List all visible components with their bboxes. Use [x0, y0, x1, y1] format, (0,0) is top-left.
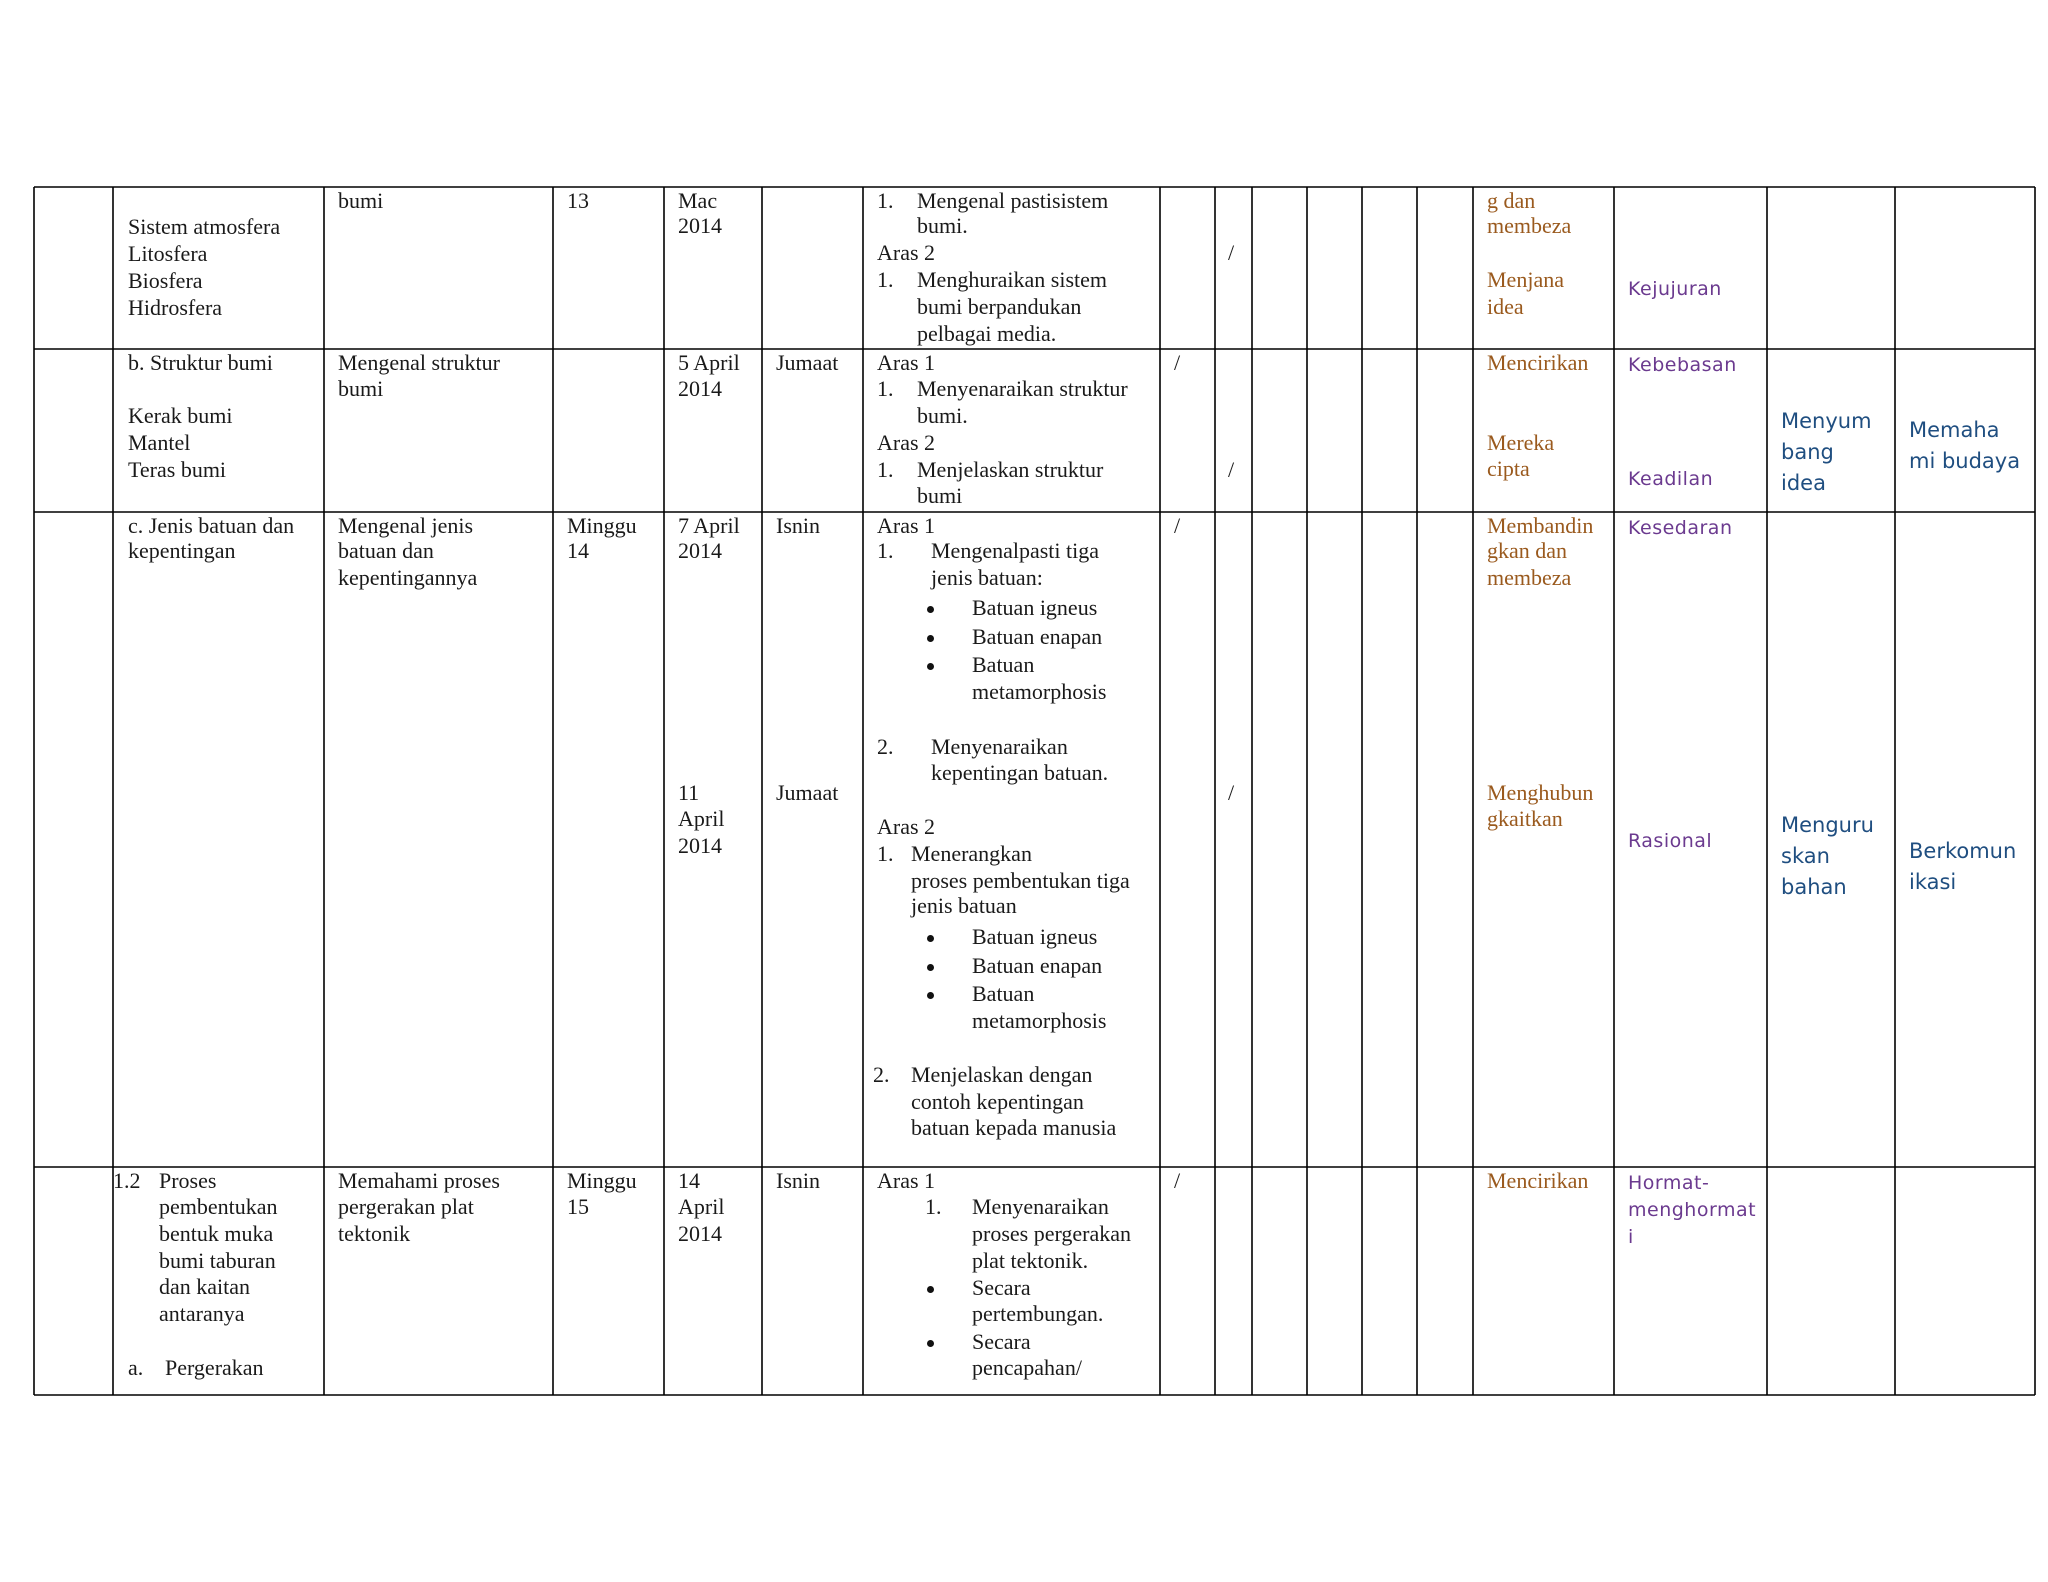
- skill-line: cipta: [1487, 456, 1530, 481]
- topic-sub-number: a.: [128, 1355, 144, 1380]
- check-mark: /: [1174, 350, 1181, 375]
- skill-label: Mencirikan: [1487, 1168, 1589, 1193]
- week-line: Minggu: [567, 1168, 637, 1193]
- bullet-item: metamorphosis: [972, 679, 1107, 704]
- skill-line: membeza: [1487, 565, 1572, 590]
- activity-line: proses pembentukan tiga: [911, 868, 1130, 893]
- skill-line: g dan: [1487, 188, 1536, 213]
- skill-line: idea: [1487, 294, 1524, 319]
- element-line: skan: [1781, 844, 1830, 868]
- check-mark: /: [1228, 240, 1235, 265]
- list-number: 1.: [877, 457, 894, 482]
- element-line: bang: [1781, 440, 1834, 464]
- value-label: Rasional: [1628, 830, 1713, 852]
- bullet-item: pertembungan.: [972, 1301, 1104, 1326]
- element-line: ikasi: [1909, 870, 1957, 894]
- date-line: April: [678, 806, 725, 831]
- value-line: i: [1628, 1226, 1634, 1248]
- date-line: 14: [678, 1168, 700, 1193]
- activity-line: Menjelaskan dengan: [911, 1062, 1093, 1087]
- topic-line: Mantel: [128, 430, 191, 455]
- day-label: Isnin: [776, 1168, 820, 1193]
- activity-line: Menyenaraikan: [931, 734, 1068, 759]
- date-line: 2014: [678, 833, 722, 858]
- list-number: 1.: [877, 188, 894, 213]
- bullet-icon: [927, 635, 934, 642]
- list-number: 1.: [877, 376, 894, 401]
- value-label: Keadilan: [1628, 468, 1714, 490]
- bullet-item: pencapahan/: [972, 1355, 1082, 1380]
- topic-line: b. Struktur bumi: [128, 350, 273, 375]
- week-line: Minggu: [567, 513, 637, 538]
- bullet-item: Batuan igneus: [972, 595, 1098, 620]
- date-line: 2014: [678, 213, 722, 238]
- bullet-item: Secara: [972, 1275, 1031, 1300]
- date-line: Mac: [678, 188, 718, 213]
- objective-line: pergerakan plat: [338, 1194, 474, 1219]
- check-mark: /: [1174, 513, 1181, 538]
- element-line: Memaha: [1909, 418, 2000, 442]
- activity-line: bumi.: [917, 403, 968, 428]
- objective-line: bumi: [338, 188, 384, 213]
- activity-line: jenis batuan: [911, 893, 1017, 918]
- topic-line: Litosfera: [128, 241, 208, 266]
- topic-line: dan kaitan: [159, 1274, 251, 1299]
- value-line: menghormat: [1628, 1199, 1757, 1221]
- objective-line: kepentingannya: [338, 565, 478, 590]
- activity-line: Menerangkan: [911, 841, 1032, 866]
- list-number: 1.: [877, 841, 894, 866]
- activity-line: bumi berpandukan: [917, 294, 1082, 319]
- element-line: mi budaya: [1909, 449, 2021, 473]
- activity-line: Menyenaraikan struktur: [917, 376, 1128, 401]
- topic-line: Sistem atmosfera: [128, 214, 281, 239]
- date-line: April: [678, 1194, 725, 1219]
- topic-line: Hidrosfera: [128, 295, 223, 320]
- element-line: idea: [1781, 471, 1826, 495]
- day-label: Isnin: [776, 513, 820, 538]
- bullet-icon: [927, 1340, 934, 1347]
- activity-line: plat tektonik.: [972, 1248, 1089, 1273]
- skill-line: Menjana: [1487, 267, 1564, 292]
- activity-line: Menjelaskan struktur: [917, 457, 1104, 482]
- activity-line: pelbagai media.: [917, 321, 1057, 346]
- objective-line: Mengenal struktur: [338, 350, 500, 375]
- bullet-item: Batuan enapan: [972, 953, 1103, 978]
- bullet-icon: [927, 606, 934, 613]
- activity-line: Mengenal pastisistem: [917, 188, 1109, 213]
- day-label: Jumaat: [776, 350, 839, 375]
- topic-number: 1.2: [113, 1168, 141, 1193]
- check-mark: /: [1228, 780, 1235, 805]
- list-number: 2.: [877, 734, 894, 759]
- value-label: Kebebasan: [1628, 354, 1737, 376]
- day-label: Jumaat: [776, 780, 839, 805]
- bullet-item: Batuan: [972, 981, 1035, 1006]
- topic-line: Teras bumi: [128, 457, 227, 482]
- element-line: Menyum: [1781, 409, 1872, 433]
- objective-line: Memahami proses: [338, 1168, 500, 1193]
- list-number: 1.: [925, 1194, 942, 1219]
- level-heading: Aras 2: [877, 814, 936, 839]
- bullet-item: Batuan: [972, 652, 1035, 677]
- skill-line: Membandin: [1487, 513, 1594, 538]
- date-line: 2014: [678, 538, 722, 563]
- activity-line: Menghuraikan sistem: [917, 267, 1108, 292]
- skill-label: Mencirikan: [1487, 350, 1589, 375]
- bullet-item: Secara: [972, 1329, 1031, 1354]
- topic-line: Kerak bumi: [128, 403, 233, 428]
- skill-line: gkaitkan: [1487, 806, 1563, 831]
- bullet-item: Batuan enapan: [972, 624, 1103, 649]
- check-mark: /: [1174, 1168, 1181, 1193]
- date-line: 7 April: [678, 513, 740, 538]
- list-number: 1.: [877, 267, 894, 292]
- week-line: 13: [567, 188, 589, 213]
- skill-line: membeza: [1487, 213, 1572, 238]
- topic-line: bumi taburan: [159, 1248, 276, 1273]
- level-heading: Aras 1: [877, 350, 936, 375]
- date-line: 2014: [678, 376, 722, 401]
- topic-line: Proses: [159, 1168, 217, 1193]
- bullet-item: metamorphosis: [972, 1008, 1107, 1033]
- activity-line: contoh kepentingan: [911, 1089, 1084, 1114]
- bullet-icon: [927, 1286, 934, 1293]
- activity-line: proses pergerakan: [972, 1221, 1132, 1246]
- activity-line: jenis batuan:: [931, 565, 1043, 590]
- skill-line: Mereka: [1487, 430, 1555, 455]
- activity-line: bumi: [917, 483, 963, 508]
- date-line: 5 April: [678, 350, 740, 375]
- objective-line: Mengenal jenis: [338, 513, 474, 538]
- bullet-icon: [927, 992, 934, 999]
- activity-line: bumi.: [917, 213, 968, 238]
- level-heading: Aras 2: [877, 430, 936, 455]
- week-line: 15: [567, 1194, 589, 1219]
- objective-line: bumi: [338, 376, 384, 401]
- bullet-item: Batuan igneus: [972, 924, 1098, 949]
- bullet-icon: [927, 935, 934, 942]
- skill-line: Menghubun: [1487, 780, 1594, 805]
- value-label: Kejujuran: [1628, 278, 1722, 300]
- topic-line: antaranya: [159, 1301, 245, 1326]
- activity-line: kepentingan batuan.: [931, 760, 1109, 785]
- activity-line: batuan kepada manusia: [911, 1115, 1117, 1140]
- list-number: 1.: [877, 538, 894, 563]
- topic-line: c. Jenis batuan dan: [128, 513, 295, 538]
- level-heading: Aras 1: [877, 1168, 936, 1193]
- topic-line: kepentingan: [128, 538, 236, 563]
- objective-line: batuan dan: [338, 538, 434, 563]
- bullet-icon: [927, 663, 934, 670]
- skill-line: gkan dan: [1487, 538, 1568, 563]
- level-heading: Aras 2: [877, 240, 936, 265]
- topic-line: pembentukan: [159, 1194, 278, 1219]
- value-line: Hormat-: [1628, 1172, 1710, 1194]
- objective-line: tektonik: [338, 1221, 411, 1246]
- check-mark: /: [1228, 457, 1235, 482]
- activity-line: Mengenalpasti tiga: [931, 538, 1100, 563]
- level-heading: Aras 1: [877, 513, 936, 538]
- list-number: 2.: [873, 1062, 890, 1087]
- topic-line: Biosfera: [128, 268, 203, 293]
- value-label: Kesedaran: [1628, 517, 1733, 539]
- week-line: 14: [567, 538, 589, 563]
- activity-line: Menyenaraikan: [972, 1194, 1109, 1219]
- element-line: Berkomun: [1909, 839, 2017, 863]
- topic-sub-line: Pergerakan: [165, 1355, 264, 1380]
- topic-line: bentuk muka: [159, 1221, 274, 1246]
- bullet-icon: [927, 964, 934, 971]
- element-line: Menguru: [1781, 813, 1874, 837]
- date-line: 11: [678, 780, 700, 805]
- date-line: 2014: [678, 1221, 722, 1246]
- element-line: bahan: [1781, 875, 1847, 899]
